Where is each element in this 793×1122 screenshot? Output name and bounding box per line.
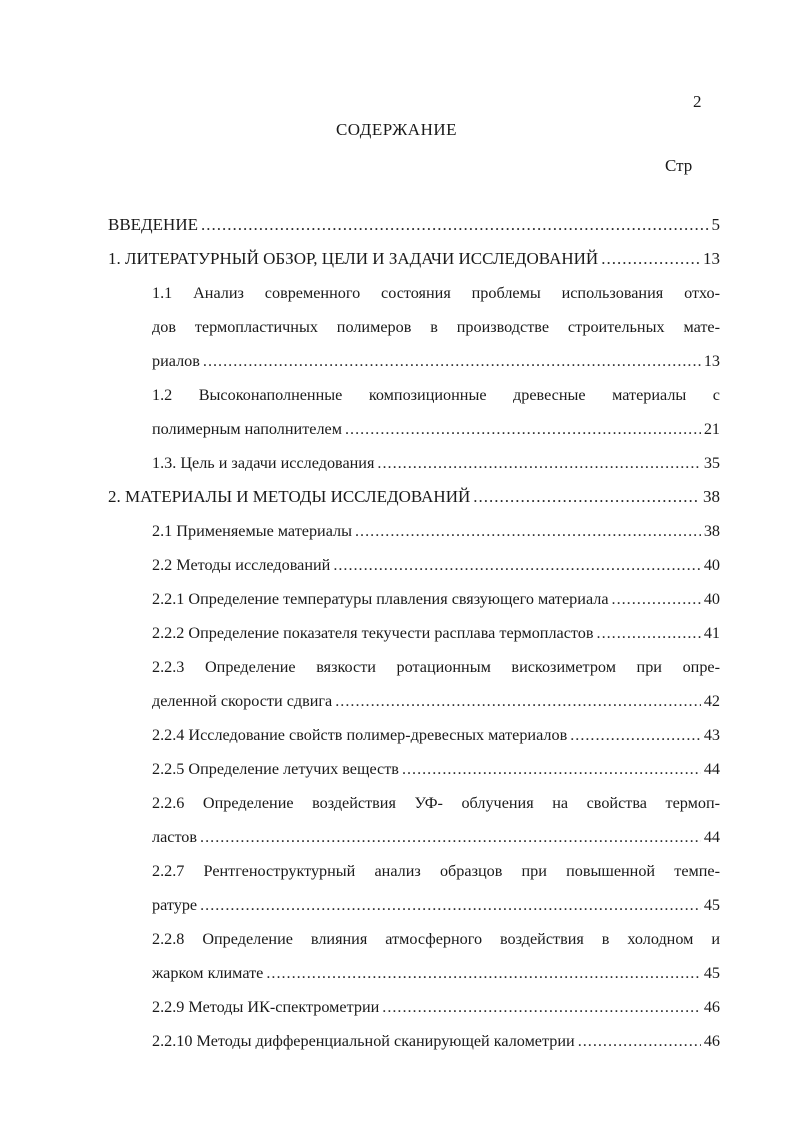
toc-entry-title: ластов xyxy=(152,828,198,846)
toc-entry-title: деленной скорости сдвига xyxy=(152,692,333,710)
dot-leader xyxy=(355,514,701,548)
toc-entry-page: 21 xyxy=(703,420,720,438)
toc-entry-2-2-4[interactable] xyxy=(152,718,720,752)
toc-entry-2-2-2[interactable] xyxy=(152,616,720,650)
toc-entry-page: 5 xyxy=(711,215,720,234)
toc-entry-page: 35 xyxy=(703,454,720,472)
toc-entry-title: 2.1 Применяемые материалы xyxy=(152,522,352,540)
toc-entry-2-2-8[interactable] xyxy=(152,922,720,990)
toc-entry-2-2-9[interactable] xyxy=(152,990,720,1024)
toc-entry-1-1[interactable] xyxy=(152,276,720,378)
toc-entry-chapter-2[interactable] xyxy=(108,480,720,514)
toc-entry-page: 45 xyxy=(703,964,720,982)
toc-entry-title: риалов xyxy=(152,352,200,370)
toc-entry-2-2-10[interactable] xyxy=(152,1024,720,1058)
toc-entry-chapter-1[interactable] xyxy=(108,242,720,276)
dot-leader xyxy=(200,820,701,854)
toc-entry-page: 40 xyxy=(703,556,720,574)
toc-entry-page: 43 xyxy=(703,726,720,744)
toc-entry-title: ВВЕДЕНИЕ xyxy=(108,215,198,234)
toc-entry-title: ратуре xyxy=(152,896,198,914)
toc-entry-page: 41 xyxy=(703,624,720,642)
toc-entry-text-line: 2.2.8 Определение влияния атмосферного воздействия в холодном и xyxy=(152,930,720,948)
dot-leader xyxy=(473,480,700,514)
toc-entry-title: 1.3. Цель и задачи исследования xyxy=(152,454,375,472)
toc-entry-text-line: 1.1 Анализ современного состояния проблемы использования отхо- xyxy=(152,284,720,302)
toc-entry-1-3[interactable] xyxy=(152,446,720,480)
dot-leader xyxy=(612,582,701,616)
toc-entry-page: 44 xyxy=(703,828,720,846)
toc-entry-title: 2.2.4 Исследование свойств полимер-древесных материалов xyxy=(152,726,568,744)
toc-entry-2-2-5[interactable] xyxy=(152,752,720,786)
dot-leader xyxy=(597,616,701,650)
toc-entry-title: 1. ЛИТЕРАТУРНЫЙ ОБЗОР, ЦЕЛИ И ЗАДАЧИ ИССЛЕДОВАНИЙ xyxy=(108,249,599,268)
toc-entry-text-line: 2.2.6 Определение воздействия УФ- облучения на свойства термоп- xyxy=(152,794,720,812)
toc-entry-title: 2.2 Методы исследований xyxy=(152,556,331,574)
page-column-label: Стр xyxy=(665,156,693,175)
toc-entry-2-2-3[interactable] xyxy=(152,650,720,718)
toc-entry-page: 44 xyxy=(703,760,720,778)
toc-entry-title: 2. МАТЕРИАЛЫ И МЕТОДЫ ИССЛЕДОВАНИЙ xyxy=(108,487,471,506)
toc-entry-page: 38 xyxy=(703,522,720,540)
toc-entry-page: 13 xyxy=(703,352,720,370)
toc-entry-2-2-7[interactable] xyxy=(152,854,720,922)
dot-leader xyxy=(570,718,701,752)
toc-entry-2-2-1[interactable] xyxy=(152,582,720,616)
dot-leader xyxy=(382,990,701,1024)
toc-entry-text-line: дов термопластичных полимеров в производстве строительных мате- xyxy=(152,318,720,336)
dot-leader xyxy=(201,208,709,242)
dot-leader xyxy=(333,548,701,582)
dot-leader xyxy=(578,1024,701,1058)
page-title: СОДЕРЖАНИЕ xyxy=(335,120,458,139)
toc-entry-title: 2.2.10 Методы дифференциальной сканирующей калометрии xyxy=(152,1032,575,1050)
toc-entry-1-2[interactable] xyxy=(152,378,720,446)
toc-entry-page: 42 xyxy=(703,692,720,710)
dot-leader xyxy=(601,242,700,276)
toc-entry-title: 2.2.1 Определение температуры плавления связующего материала xyxy=(152,590,609,608)
dot-leader xyxy=(402,752,701,786)
table-of-contents xyxy=(108,208,720,1058)
dot-leader xyxy=(377,446,700,480)
toc-entry-page: 45 xyxy=(703,896,720,914)
toc-entry-title: 2.2.9 Методы ИК-спектрометрии xyxy=(152,998,380,1016)
dot-leader xyxy=(203,344,701,378)
toc-entry-2-2-6[interactable] xyxy=(152,786,720,854)
toc-entry-text-line: 1.2 Высоконаполненные композиционные древесные материалы с xyxy=(152,386,720,404)
toc-entry-page: 38 xyxy=(703,487,720,506)
toc-entry-title: полимерным наполнителем xyxy=(152,420,342,438)
toc-entry-page: 46 xyxy=(703,998,720,1016)
dot-leader xyxy=(200,888,701,922)
toc-entry-2-1[interactable] xyxy=(152,514,720,548)
toc-entry-page: 13 xyxy=(703,249,720,268)
toc-entry-title: 2.2.5 Определение летучих веществ xyxy=(152,760,399,778)
toc-entry-title: жарком климате xyxy=(152,964,264,982)
toc-entry-page: 46 xyxy=(703,1032,720,1050)
dot-leader xyxy=(266,956,700,990)
dot-leader xyxy=(345,412,701,446)
toc-entry-title: 2.2.2 Определение показателя текучести расплава термопластов xyxy=(152,624,594,642)
toc-entry-text-line: 2.2.3 Определение вязкости ротационным вискозиметром при опре- xyxy=(152,658,720,676)
page-number: 2 xyxy=(693,92,702,111)
toc-entry-page: 40 xyxy=(703,590,720,608)
toc-entry-2-2[interactable] xyxy=(152,548,720,582)
toc-entry-text-line: 2.2.7 Рентгеноструктурный анализ образцов при повышенной темпе- xyxy=(152,862,720,880)
toc-entry-intro[interactable] xyxy=(108,208,720,242)
dot-leader xyxy=(335,684,701,718)
